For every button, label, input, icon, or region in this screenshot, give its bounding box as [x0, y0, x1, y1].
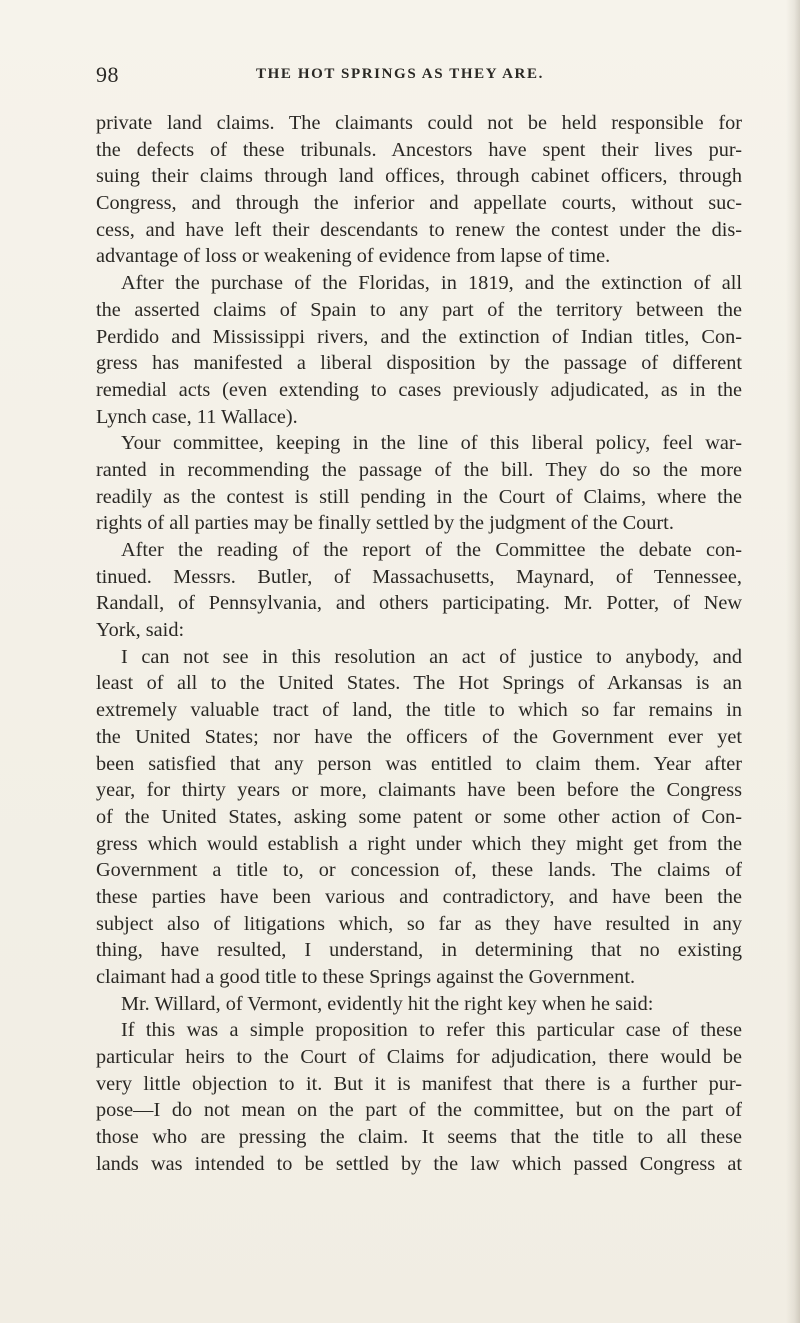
text-line: Mr. Willard, of Vermont, evidently hit the right key when he said:	[121, 992, 654, 1015]
text-line: I can not see in this resolution an act of justice to anybody, and	[121, 645, 742, 668]
text-line: the asserted claims of Spain to any part of the territory between the	[96, 298, 742, 321]
text-line: Congress, and through the inferior and appellate courts, without suc-	[96, 192, 742, 215]
text-line: rights of all parties may be finally settled by the judgment of the Court.	[96, 512, 674, 535]
text-line: advantage of loss or weakening of evidence from lapse of time.	[96, 245, 611, 268]
page-edge-shadow	[786, 0, 800, 1323]
running-title: THE HOT SPRINGS AS THEY ARE.	[256, 66, 544, 82]
text-line: those who are pressing the claim. It seems that the title to all these	[96, 1126, 742, 1149]
text-line: subject also of litigations which, so far as they have resulted in any	[96, 912, 742, 935]
text-line: cess, and have left their descendants to renew the contest under the dis-	[96, 218, 742, 241]
text-line: the United States; nor have the officers of the Government ever yet	[96, 725, 742, 748]
text-line: lands was intended to be settled by the law which passed Congress at	[96, 1152, 742, 1175]
text-line: year, for thirty years or more, claimants have been before the Congress	[96, 779, 742, 802]
text-line: private land claims. The claimants could not be held responsible for	[96, 112, 742, 134]
text-line: claimant had a good title to these Springs against the Government.	[96, 966, 636, 988]
running-head	[96, 62, 736, 92]
text-line: York, said:	[96, 619, 185, 642]
text-line: readily as the contest is still pending in the Court of Claims, where the	[96, 485, 742, 508]
text-line: these parties have been various and contradictory, and have been the	[96, 885, 742, 908]
text-line: extremely valuable tract of land, the title to which so far remains in	[96, 699, 742, 722]
text-line: Randall, of Pennsylvania, and others participating. Mr. Potter, of New	[96, 592, 742, 615]
body-text	[96, 110, 742, 1178]
text-line: remedial acts (even extending to cases previously adjudicated, as in the	[96, 378, 742, 401]
text-line: suing their claims through land offices, through cabinet officers, through	[96, 165, 742, 188]
text-line: been satisfied that any person was entitled to claim them. Year after	[96, 752, 742, 775]
text-line: ranted in recommending the passage of the bill. They do so the more	[96, 458, 742, 481]
text-line: pose—I do not mean on the part of the committee, but on the part of	[96, 1099, 742, 1122]
text-line: thing, have resulted, I understand, in determining that no existing	[96, 939, 742, 962]
text-line: least of all to the United States. The Hot Springs of Arkansas is an	[96, 672, 742, 695]
text-line: of the United States, asking some patent or some other action of Con-	[96, 805, 742, 828]
page-number: 98	[96, 62, 119, 87]
text-line: the defects of these tribunals. Ancestors have spent their lives pur-	[96, 138, 742, 161]
text-line: gress which would establish a right under which they might get from the	[96, 832, 742, 855]
text-line: Lynch case, 11 Wallace).	[96, 405, 298, 428]
text-line: tinued. Messrs. Butler, of Massachusetts, Maynard, of Tennessee,	[96, 565, 742, 588]
text-line: After the purchase of the Floridas, in 1819, and the extinction of all	[121, 272, 742, 295]
text-line: After the reading of the report of the Committee the debate con-	[121, 539, 742, 561]
text-line: If this was a simple proposition to refer this particular case of these	[121, 1019, 742, 1042]
text-line: very little objection to it. But it is manifest that there is a further pur-	[96, 1072, 742, 1095]
text-line: particular heirs to the Court of Claims for adjudication, there would be	[96, 1046, 742, 1069]
text-line: Your committee, keeping in the line of this liberal policy, feel war-	[121, 432, 742, 455]
text-line: gress has manifested a liberal disposition by the passage of different	[96, 352, 742, 375]
text-line: Government a title to, or concession of, these lands. The claims of	[96, 859, 742, 882]
text-line: Perdido and Mississippi rivers, and the extinction of Indian titles, Con-	[96, 325, 742, 348]
